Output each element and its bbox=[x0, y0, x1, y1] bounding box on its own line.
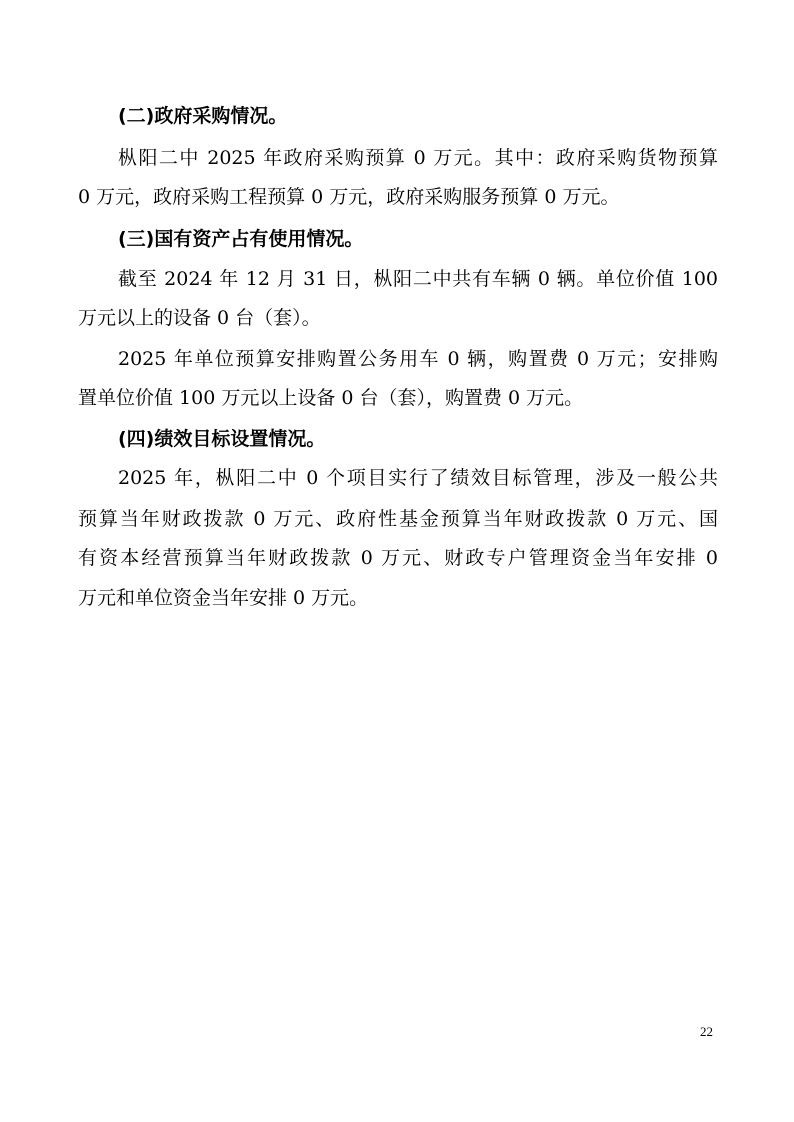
paragraph-vehicles-line-2: 万元以上的设备 0 台（套）。 bbox=[78, 307, 321, 329]
section-heading-state-assets: (三)国有资产占有使用情况。 bbox=[118, 228, 364, 250]
paragraph-procurement-line-1: 枞阳二中 2025 年政府采购预算 0 万元。其中：政府采购货物预算 bbox=[118, 147, 718, 169]
paragraph-performance-line-3: 有资本经营预算当年财政拨款 0 万元、财政专户管理资金当年安排 0 bbox=[78, 547, 718, 569]
section-heading-performance: (四)绩效目标设置情况。 bbox=[118, 428, 326, 450]
paragraph-vehicles-line-1: 截至 2024 年 12 月 31 日，枞阳二中共有车辆 0 辆。单位价值 100 bbox=[118, 268, 718, 290]
paragraph-purchase-line-1: 2025 年单位预算安排购置公务用车 0 辆，购置费 0 万元；安排购 bbox=[118, 348, 718, 370]
page-number: 22 bbox=[700, 1024, 713, 1039]
paragraph-performance-line-1: 2025 年，枞阳二中 0 个项目实行了绩效目标管理，涉及一般公共 bbox=[118, 467, 718, 489]
section-heading-procurement: (二)政府采购情况。 bbox=[118, 105, 288, 127]
paragraph-performance-line-4: 万元和单位资金当年安排 0 万元。 bbox=[78, 587, 369, 609]
paragraph-purchase-line-2: 置单位价值 100 万元以上设备 0 台（套），购置费 0 万元。 bbox=[78, 387, 584, 409]
paragraph-procurement-line-2: 0 万元，政府采购工程预算 0 万元，政府采购服务预算 0 万元。 bbox=[78, 186, 620, 208]
paragraph-performance-line-2: 预算当年财政拨款 0 万元、政府性基金预算当年财政拨款 0 万元、国 bbox=[78, 508, 718, 530]
